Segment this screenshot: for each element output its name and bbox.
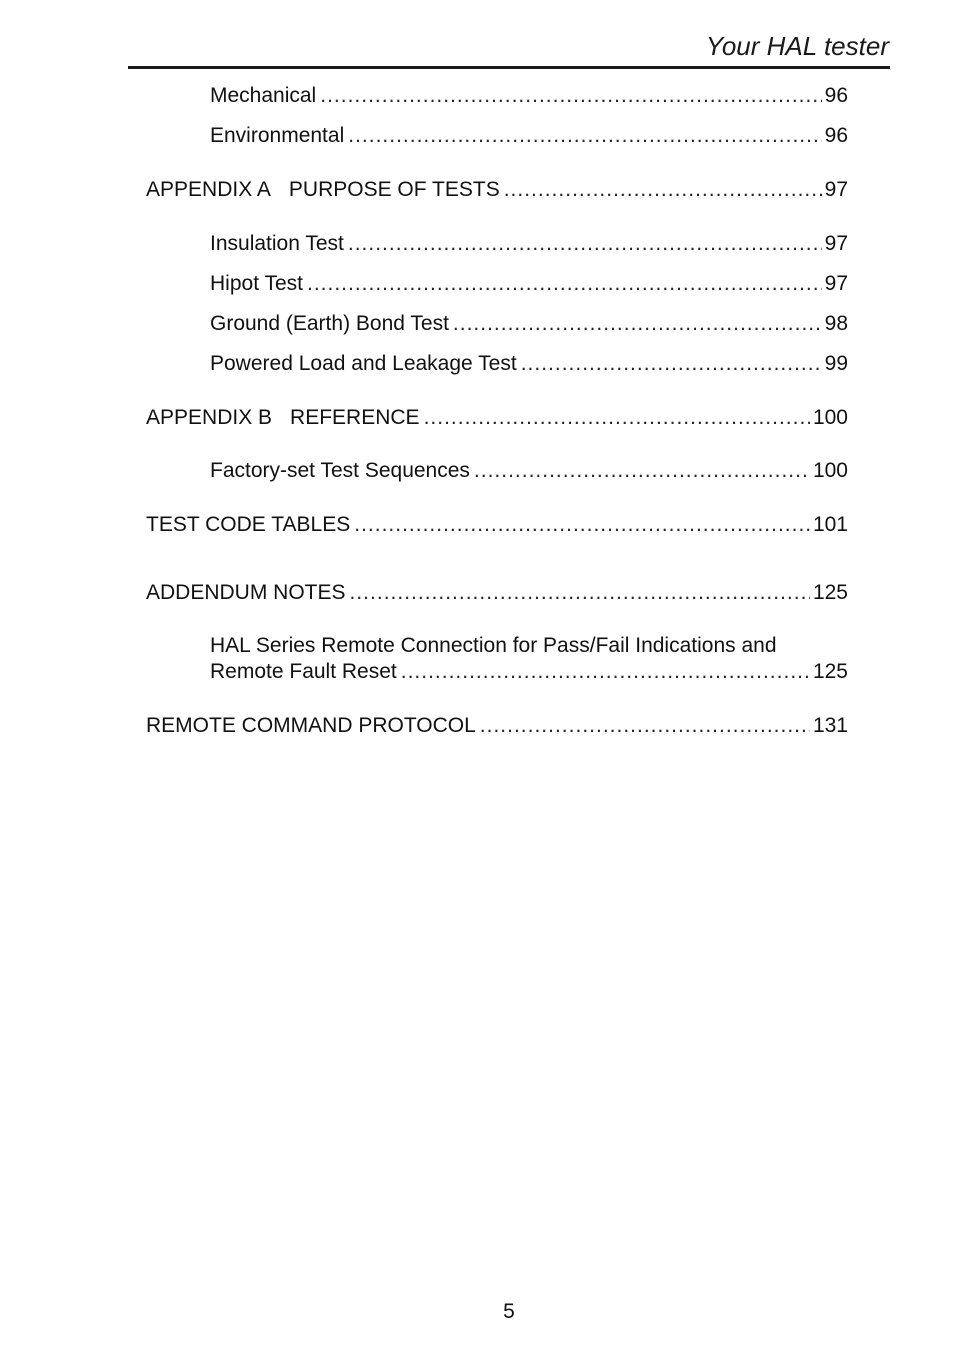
toc-entry-label: ADDENDUM NOTES bbox=[146, 581, 346, 604]
toc-leader-dots bbox=[401, 659, 810, 685]
toc-leader-dots bbox=[504, 177, 822, 203]
toc-entry-page: 101 bbox=[812, 513, 848, 536]
toc-leader-dots bbox=[453, 311, 822, 337]
toc-leader-dots bbox=[348, 231, 822, 257]
toc-entry-label: Ground (Earth) Bond Test bbox=[210, 312, 449, 335]
toc-entry-label bbox=[146, 405, 420, 431]
toc-entry-page: 97 bbox=[824, 272, 848, 295]
toc-entry-appendix-b[interactable] bbox=[146, 405, 848, 431]
toc-entry-label: REMOTE COMMAND PROTOCOL bbox=[146, 714, 476, 737]
toc-leader-dots bbox=[350, 580, 810, 606]
toc-leader-dots bbox=[307, 271, 822, 297]
toc-entry-environmental[interactable] bbox=[210, 123, 848, 149]
toc-entry-label bbox=[146, 177, 500, 203]
toc-entry-label: Mechanical bbox=[210, 84, 317, 107]
toc-entry-ground-bond-test[interactable] bbox=[210, 311, 848, 337]
toc-entry-page: 125 bbox=[812, 581, 848, 604]
toc-entry-page: 97 bbox=[824, 232, 848, 255]
toc-entry-powered-load-test[interactable] bbox=[210, 351, 848, 377]
toc-entry-page: 100 bbox=[812, 406, 848, 429]
toc-entry-factory-set-sequences[interactable] bbox=[210, 458, 848, 484]
toc-leader-dots bbox=[348, 123, 821, 149]
toc-entry-test-code-tables[interactable] bbox=[146, 512, 848, 538]
toc-entry-page: 125 bbox=[812, 660, 848, 683]
toc-appendix-title: REFERENCE bbox=[290, 406, 420, 429]
toc-entry-label: Insulation Test bbox=[210, 232, 344, 255]
toc-entry-label: Powered Load and Leakage Test bbox=[210, 352, 517, 375]
toc-entry-remote-command-protocol[interactable] bbox=[146, 713, 848, 739]
toc-appendix-number: APPENDIX B bbox=[146, 406, 273, 429]
toc-appendix-number: APPENDIX A bbox=[146, 178, 271, 201]
header-rule bbox=[128, 66, 890, 69]
toc-leader-dots bbox=[474, 458, 810, 484]
toc-entry-page: 99 bbox=[824, 352, 848, 375]
toc-entry-label: Environmental bbox=[210, 124, 345, 147]
toc-entry-addendum-notes[interactable] bbox=[146, 580, 848, 606]
header-title: Your HAL tester bbox=[705, 31, 889, 61]
toc-leader-dots bbox=[480, 713, 810, 739]
toc-appendix-title: PURPOSE OF TESTS bbox=[288, 178, 500, 201]
toc-entry-label: Factory-set Test Sequences bbox=[210, 459, 470, 482]
toc-entry-page: 131 bbox=[812, 714, 848, 737]
toc-entry-label: TEST CODE TABLES bbox=[146, 513, 351, 536]
toc-entry-insulation-test[interactable] bbox=[210, 231, 848, 257]
toc-entry-label-line1: HAL Series Remote Connection for Pass/Fail Indications and bbox=[210, 634, 777, 657]
page-number: 5 bbox=[503, 1300, 515, 1323]
toc-leader-dots bbox=[521, 351, 822, 377]
toc-entry-page: 100 bbox=[812, 459, 848, 482]
toc-entry-page: 97 bbox=[824, 178, 848, 201]
toc-entry-page: 96 bbox=[824, 84, 848, 107]
toc-leader-dots bbox=[424, 405, 810, 431]
toc-entry-label: Hipot Test bbox=[210, 272, 303, 295]
toc-entry-page: 98 bbox=[824, 312, 848, 335]
toc-entry-mechanical[interactable] bbox=[210, 83, 848, 109]
toc-entry-appendix-a[interactable] bbox=[146, 177, 848, 203]
toc-leader-dots bbox=[320, 83, 821, 109]
toc-entry-label-line2: Remote Fault Reset bbox=[210, 660, 397, 683]
toc-entry-hipot-test[interactable] bbox=[210, 271, 848, 297]
toc-entry-label-line2-row bbox=[210, 659, 848, 685]
toc-leader-dots bbox=[354, 512, 810, 538]
toc-entry-page: 96 bbox=[824, 124, 848, 147]
